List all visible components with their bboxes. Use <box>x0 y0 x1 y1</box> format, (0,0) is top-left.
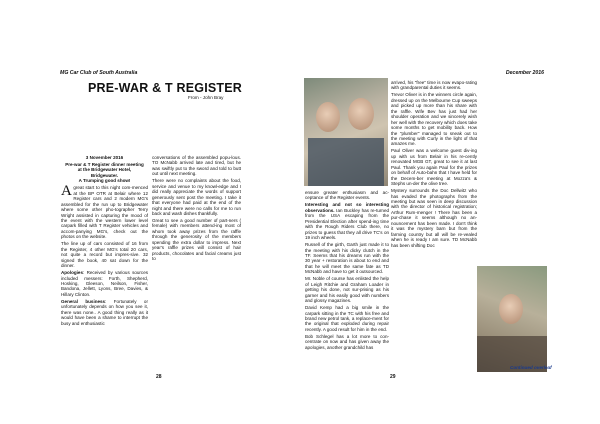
caption: Continued overleaf <box>510 365 552 370</box>
paragraph-text: great start to this night com-menced at the BP OTR at Belair where 12 Register cars and 2 modern MG's assembled for the run up to Bridgewater where some other pho-tographer Terry Wright assisted in capturing the mood of the event with the western lower level carpark filled with T Register vehicles and accom-panying MG's, check out the photos on the website. <box>61 185 148 240</box>
subhead-4: A Trumping good show! <box>78 178 131 184</box>
subhead-1: Pre-war & T Register dinner meeting <box>65 161 144 167</box>
page-number-right: 29 <box>390 374 396 380</box>
label-general-business: General business <box>61 298 106 304</box>
paragraph: Paul Oliver was a welcome guest div-ing up with us from Belair in his re-cently renovated MGB GT, great to see it at last Paul. Thank you again Paul for the prizes on behalf of Auto-bahn that I have held for the Decem-ber meeting at Mozza's & Stephs un-der the olive tree. <box>391 148 477 187</box>
paragraph: Bob Schlegel has a lot more to con-centrate on now and has given away the apologies, another grandchild has <box>305 333 389 350</box>
paragraph: ensure greater enthusiasm and ac-ceptance of the Register events. <box>305 190 389 201</box>
column-b <box>152 155 241 263</box>
paragraph: Mystery surrounds the Doc Dellwitz who has evaded the photographs from the meeting but was seen in deep discussion with the director of historical registration; Arthur Rum-menger ! There has been a pur-chase it seems although no an-nouncement has been made. I don't think it was the mystery barn but from the farming country but all will be re-vealed when he is ready I am sure. TD McNabb has been shifting Doc <box>391 188 477 248</box>
paragraph-text: Ian Buckley has re-turned from the USA escaping from the Presidential Election after spend-ing time with the Rough Riders Club there, no prizes to guess that they all drive TC's on 19 inch wheels. <box>305 207 389 241</box>
paragraph: arrived, his "free" time is now evapo-rating with grandparental duties it seems. <box>391 80 477 91</box>
article-byline: From - John Bray <box>188 95 224 100</box>
label-apologies: Apologies <box>61 270 83 276</box>
paragraph-text: : Received by various sources included messers: Forth, Shepherd, Hosking, Gleeson, Neilson, Fisher, Bandona, Jellett, Lyons, Bree, Davies, & Hillary Clinton. <box>61 270 148 297</box>
header-date: December 2016 <box>505 70 544 76</box>
paragraph-text: : Fortunately or unfortunately depends on how you see it, there was none.. A good thing really as it would have been a shame to interrupt the busy and enthusiastic <box>61 298 148 326</box>
paragraph <box>305 202 389 240</box>
drop-cap: A <box>61 183 72 200</box>
photo-car <box>477 266 547 372</box>
label-observations: Interesting and not so interesting observations. <box>305 202 389 213</box>
paragraph <box>61 299 148 326</box>
paragraph: There were no complaints about the food, service and venue to my knowl-edge and I did really appreciate the words of support generously sent post the meeting. I take it that everyone had paid at the end of the night and there were no calls for me to run back and wash dishes thankfully. <box>152 178 241 217</box>
article-date: 3 November 2016 <box>85 155 124 160</box>
column-d <box>391 80 477 250</box>
paragraph: Russell of the girth, Garth just made it to the meeting with his dicky clutch in the TF. Seems that his dreams run with the 30 year + restoration is about to end and that he will meet the same fate as TD McNabb and have to get it outsourced. <box>305 242 389 275</box>
paragraph: The line up of cars consisted of 16 from the Register, 4 other MG's total 20 cars, not quite a record but impres-sive. 32 signed the book, 40 sat down for the dinner. <box>61 241 148 269</box>
paragraph: Mr. Noble of course has enlisted the help of Leigh Ritchie and Graham Loader in getting his done, not sur-prising as his garner and his easily good with numbers and glossy magazines. <box>305 276 389 304</box>
header-club: MG Car Club of South Australia <box>60 70 138 76</box>
page-number-left: 28 <box>156 374 162 380</box>
subhead-2: at the Bridgewater Hotel, <box>77 167 132 173</box>
paragraph: David Kemp had a big smile in the carpark sitting in the TC with his free and brand new petrol tank, a replace-ment for the original that exploded during repair recently. A good result for him in the end. <box>305 305 389 332</box>
paragraph: Great to see a good number of part-ners ( female) with members attend-ing most of whom took away prizes from the raffle through the generosity of the members spending the extra dollar to impress. Next year's raffle prizes will consist of hair products, chocolates and facial creams just to <box>152 217 241 262</box>
photo-members <box>304 78 388 186</box>
column-a <box>61 155 148 328</box>
paragraph <box>61 185 148 240</box>
column-c <box>305 190 389 352</box>
paragraph: Trevor Oliver is in the winners circle again, dressed up on the Melbourne Cup sweeps and picked up more than his share with the raffle. Wife Bev has just had her shoulder operation and we sincerely wish her well with the recovery which does take some months to get mobility back. How the "plumber" managed to sneak out to the meeting with Curly in the light of that amazes me. <box>391 92 477 147</box>
subhead-3: Bridgewater. <box>90 172 119 178</box>
paragraph: conversations of the assembled popu-lous. TO McNabb arrived late and tired, but he was swiftly put to the sword and told to butt out until next meeting. <box>152 155 241 177</box>
article-title: PRE-WAR & T REGISTER <box>88 81 243 95</box>
paragraph <box>61 270 148 297</box>
